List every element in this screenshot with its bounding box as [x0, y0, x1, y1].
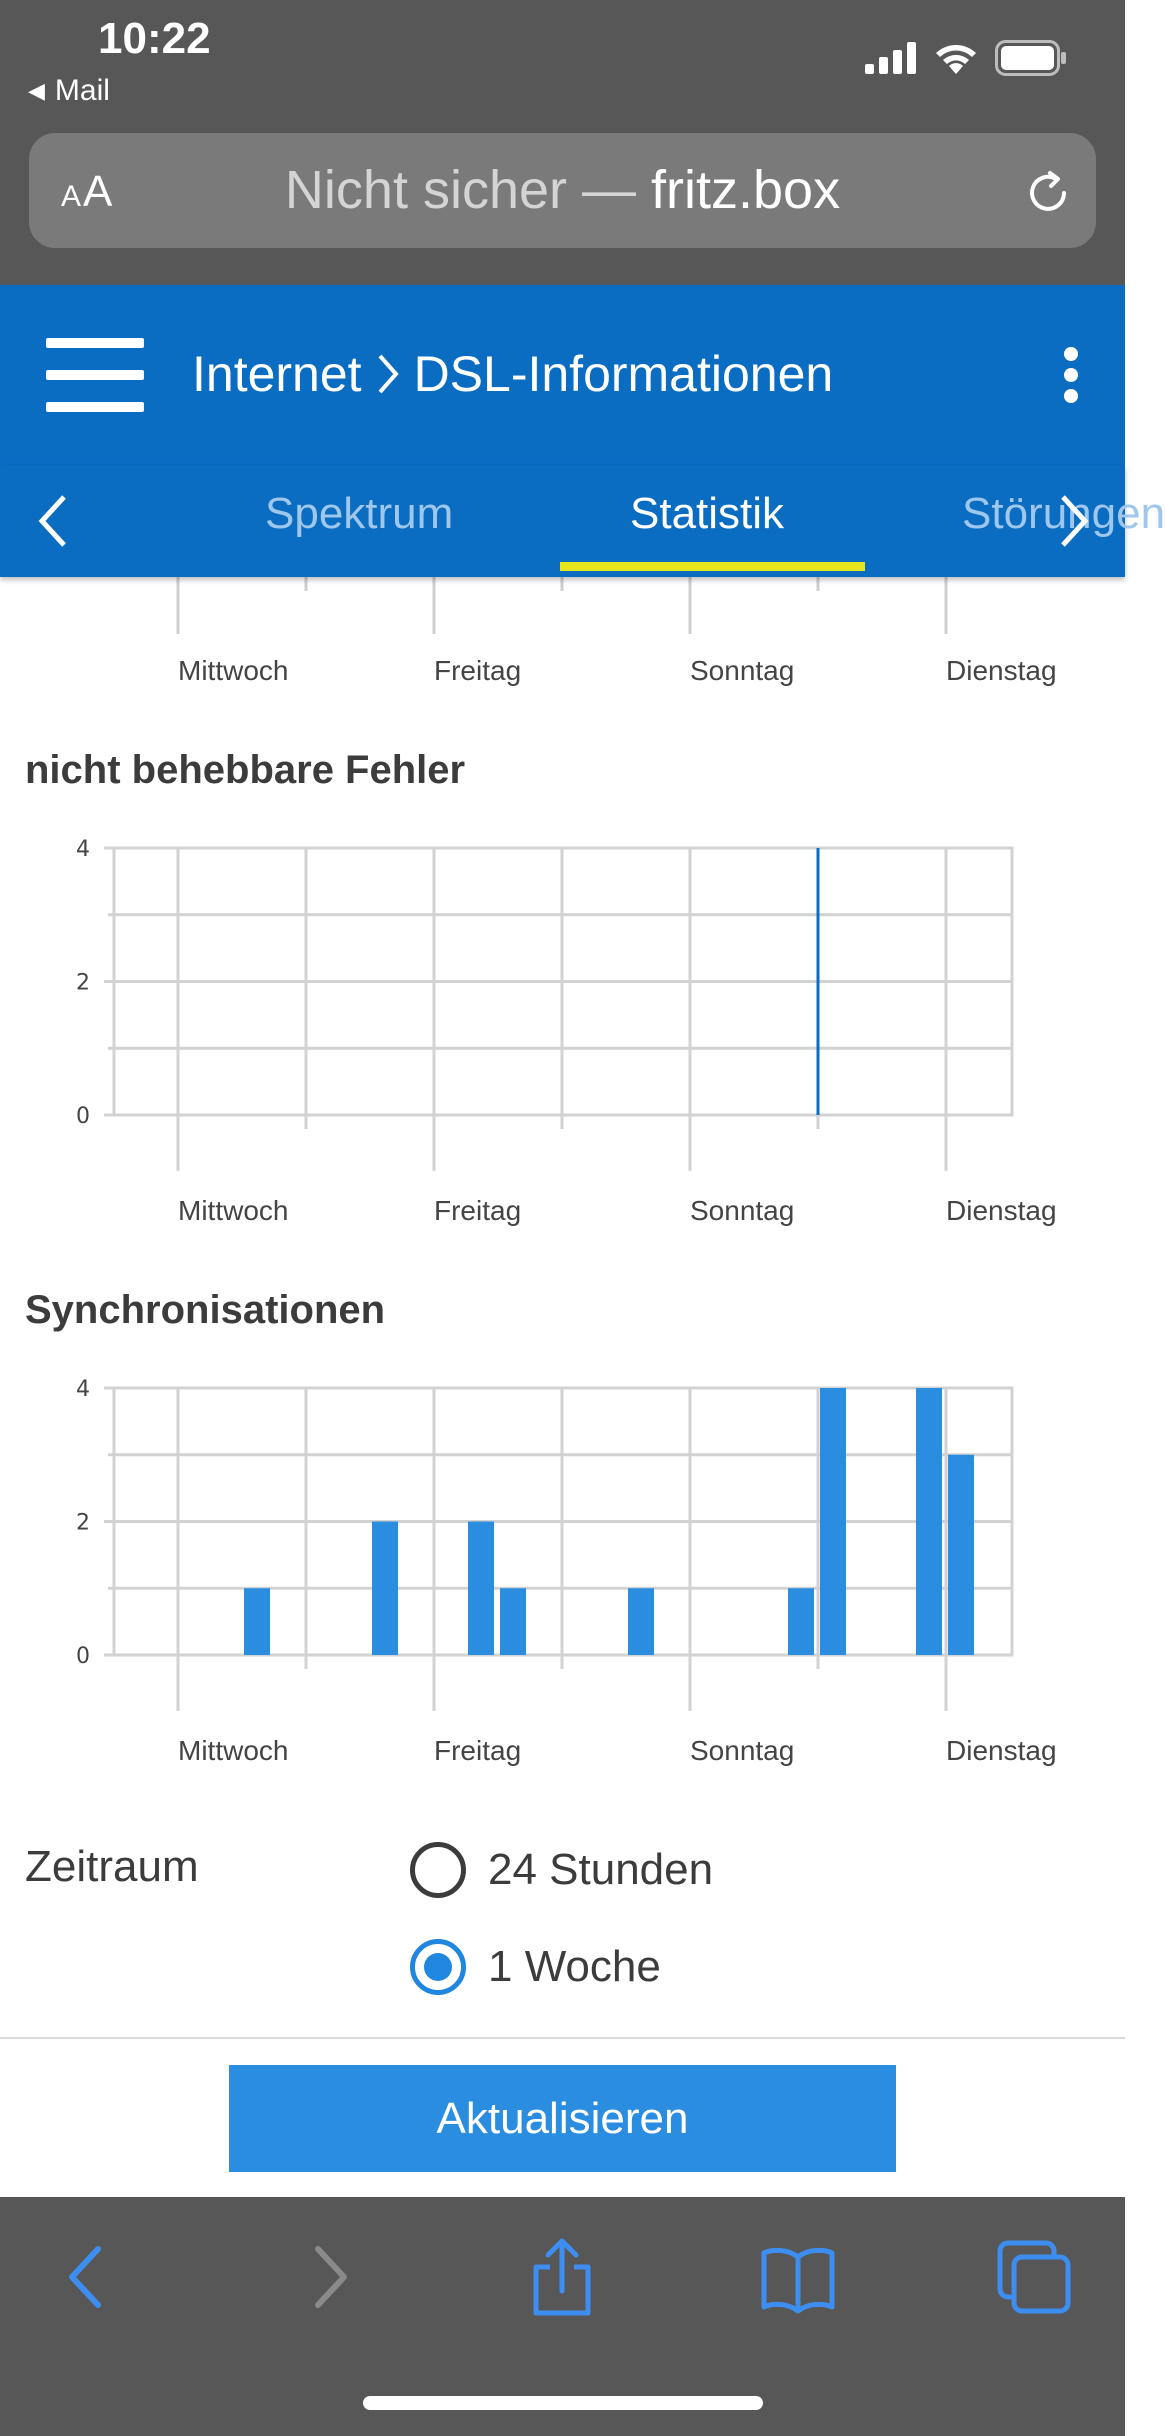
chart-grid — [108, 1388, 1012, 1711]
divider — [0, 2037, 1125, 2039]
status-icons — [865, 40, 1067, 76]
wifi-icon — [933, 41, 979, 75]
text-size-button[interactable]: A A — [61, 167, 113, 216]
bar — [948, 1455, 974, 1655]
radio-label: 1 Woche — [488, 1942, 661, 1991]
day-labels-errors — [0, 1195, 1125, 1235]
day-labels-syncs — [0, 1735, 1125, 1775]
active-tab-indicator — [560, 562, 865, 571]
browser-top-bar — [0, 0, 1125, 285]
day-label: Dienstag — [946, 1195, 1057, 1226]
bar — [244, 1588, 270, 1655]
bar — [817, 848, 820, 1115]
tab-spektrum[interactable]: Spektrum — [265, 489, 454, 538]
syncs-chart — [0, 1370, 1125, 1720]
day-label: Sonntag — [690, 655, 795, 686]
breadcrumb-section[interactable]: Internet — [192, 346, 362, 402]
day-label: Dienstag — [946, 655, 1057, 686]
radio-1w-selected[interactable] — [410, 1939, 466, 1995]
tab-stoerungen[interactable]: Störungen — [962, 489, 1165, 538]
refresh-button[interactable]: Aktualisieren — [229, 2065, 896, 2172]
bar — [500, 1588, 526, 1655]
day-label: Mittwoch — [178, 655, 289, 686]
y-tick-label: 4 — [76, 837, 90, 862]
hamburger-menu-icon[interactable] — [46, 338, 144, 412]
bar — [788, 1588, 814, 1655]
day-label: Mittwoch — [178, 1195, 289, 1226]
url-host: fritz.box — [651, 160, 841, 220]
day-labels-previous — [0, 655, 1125, 695]
tab-scroll-left-icon[interactable] — [30, 491, 78, 551]
tab-bar — [0, 465, 1165, 577]
more-options-icon[interactable] — [1061, 347, 1081, 403]
day-label: Mittwoch — [178, 1735, 289, 1766]
day-label: Freitag — [434, 1195, 522, 1226]
y-tick-label: 0 — [76, 1644, 90, 1669]
forward-icon[interactable] — [288, 2237, 368, 2317]
bar — [372, 1522, 398, 1656]
url-security-label: Nicht sicher — — [284, 160, 652, 220]
cellular-signal-icon — [865, 42, 917, 74]
previous-chart-gridlines — [178, 577, 946, 634]
back-triangle-icon: ◀ — [28, 78, 45, 103]
errors-chart — [0, 830, 1125, 1180]
tab-statistik[interactable]: Statistik — [630, 489, 785, 538]
bookmarks-icon[interactable] — [758, 2237, 838, 2317]
period-option-24h[interactable] — [410, 1842, 713, 1898]
chart-grid — [108, 848, 1012, 1171]
day-label: Freitag — [434, 655, 522, 686]
address-bar[interactable] — [29, 133, 1096, 248]
url-text — [29, 159, 1096, 221]
back-to-mail-link[interactable] — [28, 74, 110, 108]
breadcrumb — [192, 345, 833, 403]
home-indicator — [363, 2396, 763, 2410]
period-option-1w[interactable] — [410, 1939, 661, 1995]
y-tick-label: 2 — [76, 1510, 90, 1536]
bar — [820, 1388, 846, 1655]
page-title: DSL-Informationen — [413, 346, 834, 402]
chevron-right-icon — [376, 352, 400, 396]
chart-title-syncs: Synchronisationen — [25, 1288, 386, 1332]
day-label: Dienstag — [946, 1735, 1057, 1766]
reload-icon[interactable] — [1020, 165, 1076, 221]
day-label: Freitag — [434, 1735, 522, 1766]
radio-label: 24 Stunden — [488, 1845, 714, 1894]
period-label: Zeitraum — [25, 1842, 199, 1891]
chart-title-errors: nicht behebbare Fehler — [25, 748, 466, 792]
y-tick-label: 0 — [76, 1104, 90, 1129]
bar — [628, 1588, 654, 1655]
y-tick-label: 2 — [76, 970, 90, 996]
bar — [468, 1522, 494, 1656]
previous-chart-tail — [0, 577, 1125, 637]
back-app-label: Mail — [54, 74, 110, 107]
y-tick-label: 4 — [76, 1377, 90, 1402]
bar — [916, 1388, 942, 1655]
tabs-icon[interactable] — [994, 2237, 1074, 2317]
day-label: Sonntag — [690, 1195, 795, 1226]
status-time: 10:22 — [98, 14, 211, 63]
day-label: Sonntag — [690, 1735, 795, 1766]
battery-icon — [995, 40, 1067, 76]
share-icon[interactable] — [522, 2237, 602, 2317]
back-icon[interactable] — [48, 2237, 128, 2317]
tab-scroll-right-icon[interactable] — [1049, 491, 1097, 551]
radio-24h[interactable] — [410, 1842, 466, 1898]
app-header — [0, 285, 1125, 465]
